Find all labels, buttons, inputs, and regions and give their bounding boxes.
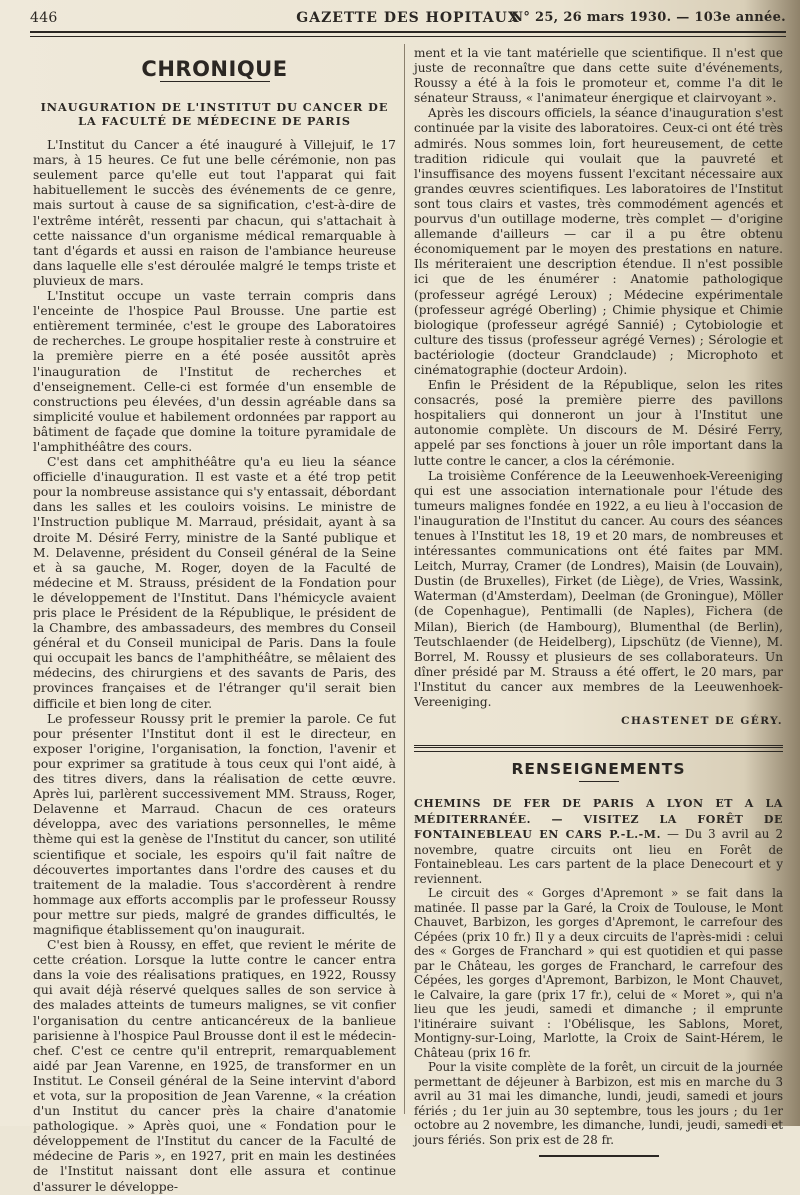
info-lead: CHEMINS DE FER DE PARIS A LYON ET A LA MÉDITERRANÉE. — VISITEZ LA FORÊT DE FONTAINEBLEAU EN CARS P.-L.-M. <box>414 797 783 842</box>
section-short-rule <box>579 781 619 782</box>
section-separator <box>414 745 783 748</box>
paragraph: L'Institut occupe un vaste terrain compris dans l'enceinte de l'hospice Paul Brousse. Une partie est entièrement terminée, c'est le groupe des Laboratoires de recherches. Le groupe hospitalier reste à construire et la première pierre en a été posée aussitôt après l'inauguration de l'Institut de recherches et d'enseignement. Celle-ci est formée d'un ensemble de constructions peu élevées, d'un dessin agréable dans sa simplicité voulue et habilement ordonnées par rapport au bâtiment de façade que domine la toiture pyramidale de l'amphithéâtre des cours. <box>33 289 396 454</box>
bottom-ornament <box>539 1155 659 1157</box>
left-column <box>33 46 396 1195</box>
paragraph: La troisième Conférence de la Leeuwenhoek-Vereeniging qui est une association internationale pour l'étude des tumeurs malignes fondée en 1922, a eu lieu à l'occasion de l'inauguration de l'Institut du cancer. Au cours des séances tenues à l'Institut les 18, 19 et 20 mars, de nombreuses et intéressantes communications ont été faites par MM. Leitch, Murray, Cramer (de Londres), Maisin (de Louvain), Dustin (de Bruxelles), Firket (de Liège), de Vries, Wassink, Waterman (d'Amsterdam), Deelman (de Groningue), Möller (de Copenhague), Pentimalli (de Naples), Fichera (de Milan), Bierich (de Hambourg), Blumenthal (de Berlin), Teutschlaender (de Heidelberg), Lipschütz (de Vienne), M. Borrel, M. Roussy et plusieurs de ses collaborateurs. Un dîner présidé par M. Strauss a été offert, le 20 mars, par l'Institut du cancer aux membres de la Leeuwenhoek-Vereeniging. <box>414 468 783 710</box>
paragraph: C'est dans cet amphithéâtre qu'a eu lieu la séance officielle d'inauguration. Il est vaste et a été trop petit pour la nombreuse assistance qui s'y entassait, débordant dans les salles et les couloirs voisins. Le ministre de l'Instruction publique M. Marraud, présidait, ayant à sa droite M. Désiré Ferry, ministre de la Santé publique et M. Delavenne, président du Conseil général de la Seine et à sa gauche, M. Roger, doyen de la Faculté de médecine et M. Strauss, président de la Fondation pour le développement de l'Institut. Dans l'hémicycle avaient pris place le Président de la République, le président de la Chambre, des ambassadeurs, des membres du Conseil général et du Conseil municipal de Paris. Dans la foule qui occupait les bancs de l'amphithéâtre, se mêlaient des médecins, des chirurgiens et des savants de Paris, des provinces françaises et de l'étranger qu'il serait bien difficile et bien long de citer. <box>33 455 396 711</box>
paragraph: C'est bien à Roussy, en effet, que revient le mérite de cette création. Lorsque la lutte contre le cancer entra dans la voie des réalisations pratiques, en 1922, Roussy qui avait déjà réservé quelques salles de son service à des malades atteints de tumeurs malignes, se vit confier l'organisation du centre anticancéreux de la banlieue parisienne à l'hospice Paul Brousse dont il est le médecin-chef. C'est ce centre qu'il entreprit, remarquablement aidé par Jean Varenne, en 1925, de transformer en un Institut. Le Conseil général de la Seine intervint d'abord et vota, sur la proposition de Jean Varenne, « la création d'un Institut du cancer près la chaire d'anatomie pathologique. » Après quoi, une « Fondation pour le développement de l'Institut du cancer de la Faculté de médecine de Paris », en 1927, prit en main les destinées de l'Institut naissant dont elle assura et continue d'assurer le développe- <box>33 938 396 1194</box>
page-number: 446 <box>30 10 58 26</box>
article-title: INAUGURATION DE L'INSTITUT DU CANCER DE LA FACULTÉ DE MÉDECINE DE PARIS <box>40 100 389 129</box>
author-signature: CHASTENET DE GÉRY. <box>621 715 783 728</box>
issue-info: N° 25, 26 mars 1930. — 103e année. <box>511 10 786 25</box>
paragraph: Après les discours officiels, la séance d'inauguration s'est continuée par la visite des laboratoires. Ceux-ci ont été très admirés. Nous sommes loin, fort heureusement, de cette tradition ridicule qui voulait que la pauvreté et l'insuffisance des moyens fussent l'excitant nécessaire aux grandes œuvres scientifiques. Les laboratoires de l'Institut sont tous clairs et vastes, très commodément agencés et pourvus d'un outillage moderne, très complet — d'origine allemande d'ailleurs — car il a pu être obtenu économiquement par le moyen des prestations en nature. Ils mériteraient une description étendue. Il n'est possible ici que de les énumérer : Anatomie pathologique (professeur agrégé Leroux) ; Médecine expérimentale (professeur agrégé Oberling) ; Chimie physique et Chimie biologique (professeur agrégé Sannié) ; Cytobiologie et culture des tissus (professeur agrégé Vernes) ; Sérologie et bactériologie (docteur Grandclaude) ; Microphoto et cinématographie (docteur Ardoin). <box>414 106 783 377</box>
running-head <box>30 8 786 30</box>
info-lead-paragraph <box>414 796 783 886</box>
section-title-chronique: CHRONIQUE <box>141 57 288 81</box>
section-underline <box>160 81 270 82</box>
section-title-renseignements: RENSEIGNEMENTS <box>511 760 686 779</box>
paragraph: Le circuit des « Gorges d'Apremont » se fait dans la matinée. Il passe par la Garé, la Croix de Toulouse, le Mont Chauvet, Barbizon, les gorges d'Apremont, le carrefour des Cépées (prix 10 fr.) Il y a deux circuits de l'après-midi : celui des « Gorges de Franchard » qui est quotidien et qui passe par le Château, les gorges de Franchard, le carrefour des Cépées, les gorges d'Apremont, Barbizon, le Mont Chauvet, le Calvaire, la gare (prix 17 fr.), celui de « Moret », qui n'a lieu que les jeudi, samedi et dimanche ; il emprunte l'itinéraire suivant : l'Obélisque, les Sablons, Moret, Montigny-sur-Loing, Marlotte, la Croix de Saint-Hérem, le Château (prix 16 fr. <box>414 886 783 1060</box>
right-column <box>414 46 783 1157</box>
column-divider <box>404 44 405 1114</box>
header-rule-thin <box>30 36 786 37</box>
renseignements-body <box>414 796 783 1147</box>
paragraph: Enfin le Président de la République, selon les rites consacrés, posé la première pierre des pavillons hospitaliers qui donneront un jour à l'Institut une autonomie complète. Un discours de M. Désiré Ferry, appelé par ses fonctions à jouer un rôle important dans la lutte contre le cancer, a clos la cérémonie. <box>414 378 783 468</box>
header-rule <box>30 31 786 33</box>
paragraph: Pour la visite complète de la forêt, un circuit de la journée permettant de déjeuner à Barbizon, est mis en marche du 3 avril au 31 mai les dimanche, lundi, jeudi, samedi et jours fériés ; du 1er juin au 30 septembre, tous les jours ; du 1er octobre au 2 novembre, les dimanche, lundi, jeudi, samedi et jours fériés. Son prix est de 28 fr. <box>414 1060 783 1147</box>
info-lead-text: — Du 3 avril au 2 novembre, quatre circuits ont lieu en Forêt de Fontainebleau. Les cars partent de la place Denecourt et y reviennent. <box>414 827 783 886</box>
paragraph: L'Institut du Cancer a été inauguré à Villejuif, le 17 mars, à 15 heures. Ce fut une belle cérémonie, non pas seulement parce qu'elle eut tout l'apparat qui fait habituellement le succès des événements de ce genre, mais surtout à cause de sa signification, c'est-à-dire de l'extrême intérêt, ressenti par chacun, qui s'attachait à cette naissance d'un organisme médical remarquable à tant d'égards et aussi en raison de l'ambiance heureuse dans laquelle elle s'est déroulée malgré le temps triste et pluvieux de mars. <box>33 138 396 288</box>
journal-title: GAZETTE DES HOPITAUX <box>296 10 520 26</box>
section-separator-thin <box>414 751 783 752</box>
paragraph: Le professeur Roussy prit le premier la parole. Ce fut pour présenter l'Institut dont il est le directeur, en exposer l'origine, l'organisation, la fonction, l'avenir et pour exprimer sa gratitude à tous ceux qui l'ont aidé, à des titres divers, dans la réalisation de cette œuvre. Après lui, parlèrent successivement MM. Strauss, Roger, Delavenne et Marraud. Chacun de ces orateurs développa, avec des variations personnelles, le même thème qui est la genèse de l'Institut du cancer, son utilité scientifique et sociale, les espoirs qu'il fait naître de découvertes importantes dans l'ordre des causes et du traitement de la maladie. Tous s'accordèrent à rendre hommage aux efforts accomplis par le professeur Roussy pour mettre sur pieds, malgré de grandes difficultés, le magnifique établissement qu'on inaugurait. <box>33 711 396 937</box>
paragraph: ment et la vie tant matérielle que scientifique. Il n'est que juste de reconnaître que dans cette suite d'événements, Roussy a été à la fois le promoteur et, comme l'a dit le sénateur Strauss, « l'animateur énergique et clairvoyant ». <box>414 46 783 106</box>
